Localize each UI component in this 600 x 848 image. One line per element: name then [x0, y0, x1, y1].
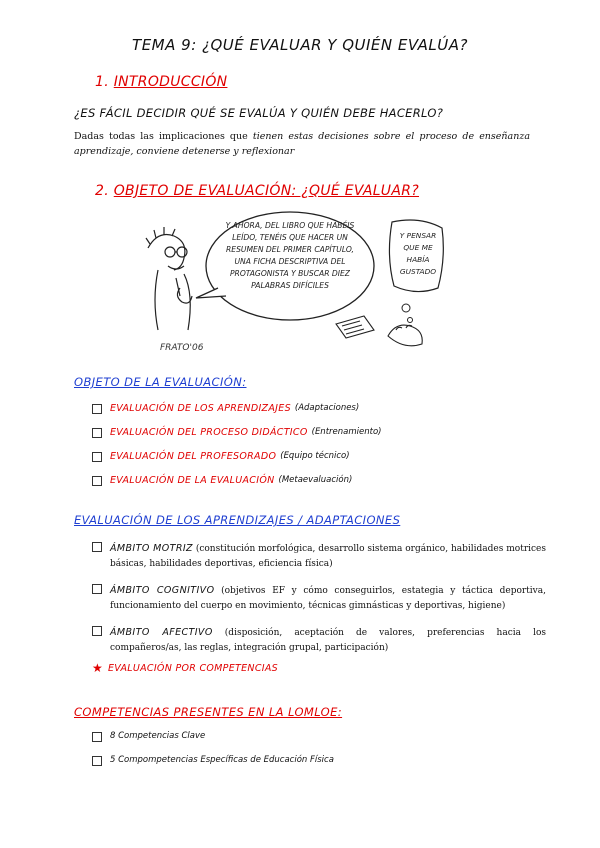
bubble-line: LEÍDO, TENÉIS QUE HACER UN [232, 233, 348, 242]
bubble-line: Y AHORA, DEL LIBRO QUE HABÉIS [225, 221, 355, 230]
thought-line: QUE ME [403, 243, 433, 252]
thought-line: GUSTADO [399, 267, 437, 276]
objeto-item-note: (Equipo técnico) [280, 451, 350, 461]
section-label: INTRODUCCIÓN [113, 74, 228, 90]
ambito-text [110, 583, 546, 614]
objeto-item-label: EVALUACIÓN DEL PROCESO DIDÁCTICO [110, 427, 308, 438]
objeto-item-note: (Adaptaciones) [294, 403, 360, 413]
section-number: 1. [95, 74, 109, 90]
bubble-line: RESUMEN DEL PRIMER CAPÍTULO, [226, 245, 354, 254]
checkbox-icon[interactable] [92, 452, 102, 462]
bubble-line: UNA FICHA DESCRIPTIVA DEL [234, 257, 346, 266]
checkbox-icon[interactable] [92, 542, 102, 552]
ambito-label: ÁMBITO COGNITIVO [110, 585, 215, 596]
objeto-item-note: (Metaevaluación) [278, 475, 353, 485]
star-item-label: EVALUACIÓN POR COMPETENCIAS [108, 663, 278, 674]
competencia-label: 5 Compompetencias Específicas de Educación Física [110, 755, 334, 765]
section-introduccion-heading [95, 74, 227, 90]
ambito-item [92, 583, 546, 614]
objeto-item [92, 475, 352, 486]
objeto-item-label: EVALUACIÓN DE LOS APRENDIZAJES [110, 403, 291, 414]
teacher-cartoon-image [140, 208, 450, 358]
checkbox-icon[interactable] [92, 476, 102, 486]
aprendizajes-heading: EVALUACIÓN DE LOS APRENDIZAJES / ADAPTACIONES [74, 513, 401, 527]
checkbox-icon[interactable] [92, 626, 102, 636]
ambito-item [92, 625, 546, 656]
section-number: 2. [95, 183, 109, 199]
ambito-text [110, 625, 546, 656]
thought-line: Y PENSAR [399, 231, 437, 240]
objeto-heading: OBJETO DE LA EVALUACIÓN: [74, 375, 247, 389]
checkbox-icon[interactable] [92, 404, 102, 414]
objeto-item [92, 403, 359, 414]
objeto-item [92, 451, 350, 462]
objeto-item-label: EVALUACIÓN DEL PROFESORADO [110, 451, 277, 462]
objeto-item-label: EVALUACIÓN DE LA EVALUACIÓN [110, 475, 275, 486]
competencias-heading: COMPETENCIAS PRESENTES EN LA LOMLOE: [74, 705, 343, 719]
page-title: TEMA 9: ¿QUÉ EVALUAR Y QUIÉN EVALÚA? [132, 36, 468, 54]
checkbox-icon[interactable] [92, 732, 102, 742]
ambito-label: ÁMBITO AFECTIVO [110, 627, 213, 638]
ambito-text [110, 541, 546, 572]
intro-text-part1: Dadas todas las implicaciones que [74, 131, 253, 142]
thought-line: HABÍA [406, 255, 430, 264]
ambito-item [92, 541, 546, 572]
ambito-description: (objetivos EF y cómo conseguirlos, estategia y táctica deportiva, funcionamiento del cuerpo en movimiento, técnicas gimnásticas y deportivas, higiene) [110, 586, 546, 611]
objeto-item [92, 427, 381, 438]
bubble-line: PALABRAS DIFÍCILES [251, 281, 329, 290]
cartoon-signature: FRATO'06 [160, 343, 204, 353]
section-label: OBJETO DE EVALUACIÓN: ¿QUÉ EVALUAR? [113, 183, 419, 199]
intro-text-part2: tienen estas decisiones sobre el proceso de enseñanza aprendizaje, conviene detenerse y reflexionar [74, 131, 530, 157]
checkbox-icon[interactable] [92, 428, 102, 438]
competencia-label: 8 Competencias Clave [110, 731, 206, 741]
checkbox-icon[interactable] [92, 584, 102, 594]
student-head-icon [388, 325, 422, 346]
ambito-label: ÁMBITO MOTRIZ [110, 543, 193, 554]
ambito-description: (disposición, aceptación de valores, preferencias hacia los compañeros/as, las reglas, integración grupal, participación) [110, 628, 546, 653]
intro-paragraph [74, 129, 530, 159]
checkbox-icon[interactable] [92, 756, 102, 766]
intro-question: ¿ES FÁCIL DECIDIR QUÉ SE EVALÚA Y QUIÉN DEBE HACERLO? [74, 106, 444, 120]
section-objeto-heading [95, 183, 419, 199]
star-icon: ★ [92, 661, 103, 675]
bubble-line: PROTAGONISTA Y BUSCAR DIEZ [229, 269, 351, 278]
competencia-item [92, 755, 334, 766]
teacher-figure-icon [146, 227, 192, 330]
competencias-star-item [92, 663, 278, 674]
ambito-description: (constitución morfológica, desarrollo sistema orgánico, habilidades motrices básicas, habilidades deportivas, eficiencia física) [110, 544, 546, 569]
objeto-item-note: (Entrenamiento) [311, 427, 382, 437]
competencia-item [92, 731, 205, 742]
